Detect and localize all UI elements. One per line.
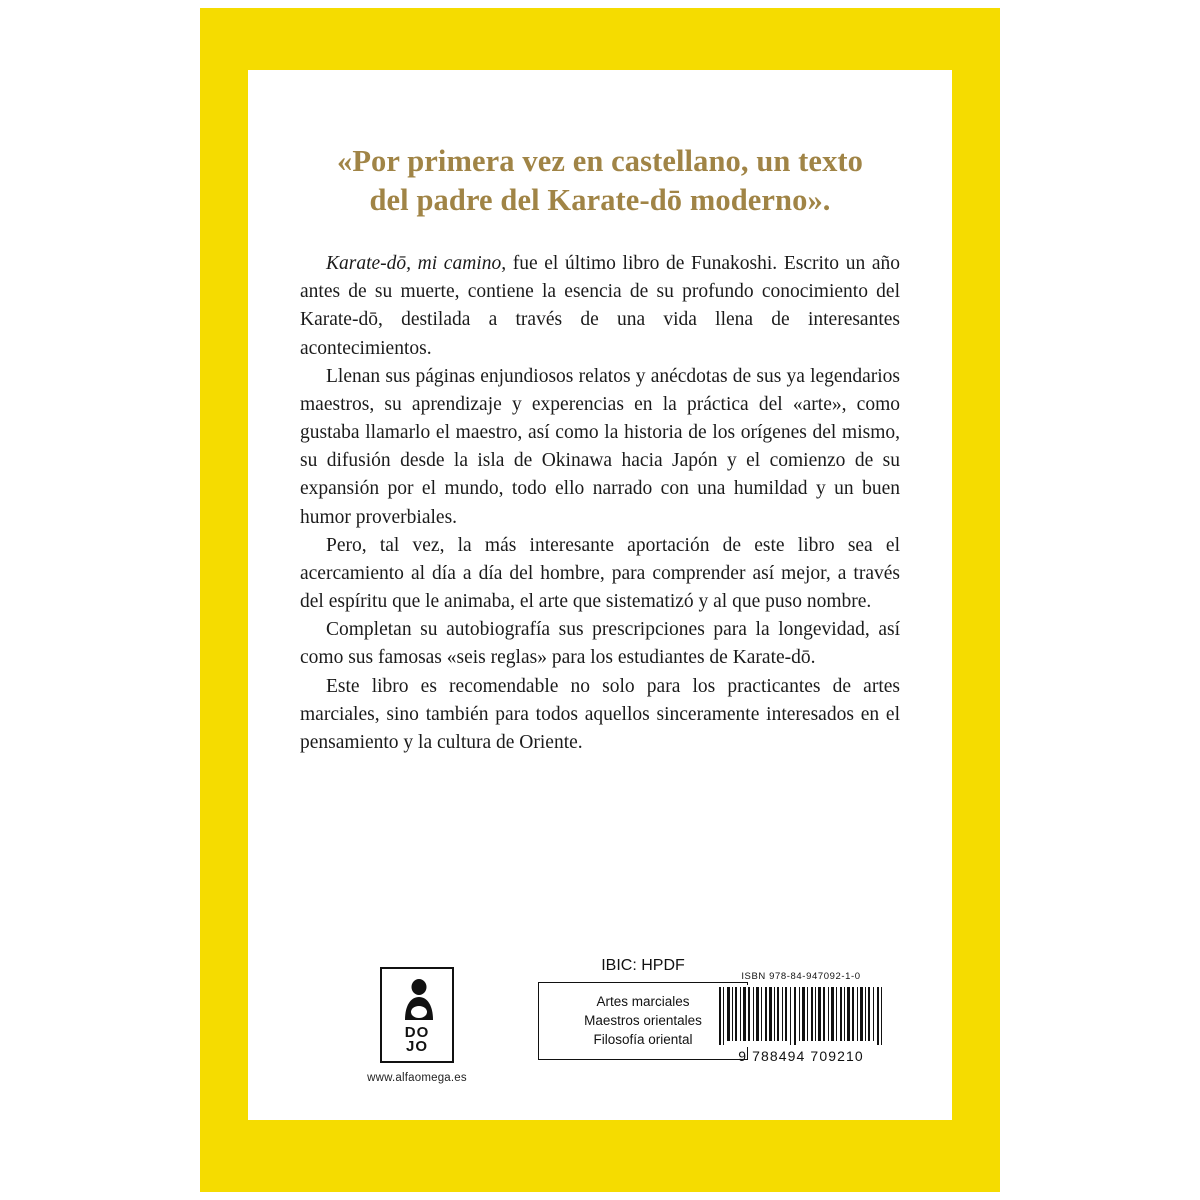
ibic-category-2: Maestros orientales bbox=[584, 1012, 702, 1028]
dojo-logo-line-1: DO bbox=[404, 1023, 430, 1041]
publisher-website: www.alfaomega.es bbox=[367, 1072, 467, 1084]
blurb-paragraph-3: Pero, tal vez, la más interesante aportación de este libro sea el acercamiento al día a día del hombre, para comprender así mejor, a través del espíritu que le animaba, el arte que sistematizó y al que puso nombre. bbox=[300, 534, 900, 613]
blurb-paragraph-1-text: fue el último libro de Funakoshi. Escrito un año antes de su muerte, contiene la esencia de su profundo conocimiento del Karate-dō, destilada a través de una vida llena de interesantes acontecimientos. bbox=[300, 253, 900, 359]
cover-headline bbox=[308, 142, 892, 220]
ibic-category-1: Artes marciales bbox=[596, 993, 690, 1009]
cover-yellow-border bbox=[200, 8, 1000, 1192]
cover-headline-line-2: del padre del Karate-dō moderno». bbox=[369, 183, 831, 218]
cover-white-panel bbox=[248, 70, 952, 1120]
blurb-paragraph-1 bbox=[300, 250, 900, 363]
blurb-paragraph-5: Este libro es recomendable no solo para los practicantes de artes marciales, sino también para todos aquellos sinceramente interesados en el pensamiento y la cultura de Oriente. bbox=[300, 675, 900, 753]
blurb-book-title-italic: Karate-dō, mi camino, bbox=[326, 253, 507, 275]
ibic-code-label: IBIC: HPDF bbox=[601, 956, 685, 974]
isbn-digits: 9 788494 709210 bbox=[738, 1048, 864, 1064]
publisher-logo-block bbox=[342, 967, 492, 1084]
blurb-paragraph-2: Llenan sus páginas enjundiosos relatos y anécdotas de sus ya legendarios maestros, su aprendizaje y experencias en la práctica del «arte», como gustaba llamarlo el maestro, así como la historia de los orígenes del mismo, su difusión desde la isla de Okinawa hacia Japón y el comienzo de su expansión por el mundo, todo ello narrado con una humildad y un buen humor proverbiales. bbox=[300, 365, 900, 528]
seated-figure-icon bbox=[382, 976, 456, 1022]
dojo-logo-text bbox=[382, 1023, 452, 1056]
blurb-paragraph-4: Completan su autobiografía sus prescripciones para la longevidad, así como sus famosas «seis reglas» para los estudiantes de Karate-dō. bbox=[300, 619, 900, 669]
blurb-body bbox=[300, 250, 900, 757]
barcode-icon bbox=[716, 985, 886, 1047]
dojo-logo-icon bbox=[380, 967, 454, 1063]
isbn-block bbox=[712, 971, 890, 1064]
cover-footer-marks bbox=[300, 936, 900, 1086]
cover-headline-line-1: «Por primera vez en castellano, un texto bbox=[336, 144, 864, 178]
ibic-category-3: Filosofía oriental bbox=[593, 1031, 693, 1047]
isbn-label: ISBN 978-84-947092-1-0 bbox=[741, 971, 861, 982]
dojo-logo-line-2: JO bbox=[405, 1038, 428, 1056]
